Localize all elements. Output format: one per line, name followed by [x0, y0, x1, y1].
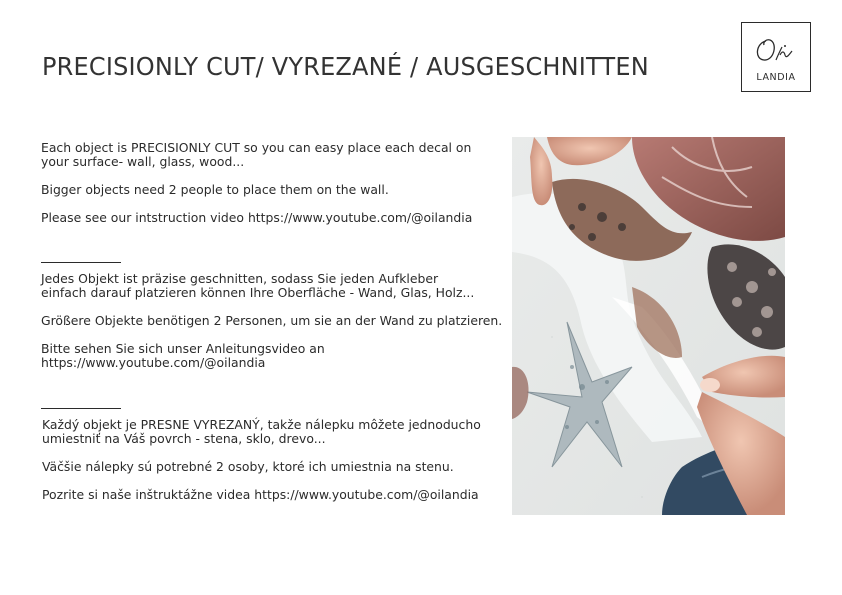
english-line-1: Each object is PRECISIONLY CUT so you can easy place each decal on	[41, 140, 472, 155]
oi-script-icon	[752, 33, 802, 69]
divider-1	[41, 262, 121, 263]
german-line-2: einfach darauf platzieren können Ihre Oberfläche - Wand, Glas, Holz...	[41, 285, 475, 300]
english-line-4: Please see our intstruction video https://www.youtube.com/@oilandia	[41, 210, 473, 225]
german-line-1: Jedes Objekt ist präzise geschnitten, sodass Sie jeden Aufkleber	[41, 271, 439, 286]
slovak-line-4: Pozrite si naše inštruktážne videa https://www.youtube.com/@oilandia	[42, 487, 479, 502]
divider-2	[41, 408, 121, 409]
brand-logo	[741, 22, 811, 92]
slovak-line-3: Väčšie nálepky sú potrebné 2 osoby, ktoré ich umiestnia na stenu.	[42, 459, 454, 474]
english-line-3: Bigger objects need 2 people to place them on the wall.	[41, 182, 389, 197]
german-line-3: Größere Objekte benötigen 2 Personen, um sie an der Wand zu platzieren.	[41, 313, 503, 328]
english-line-2: your surface- wall, glass, wood...	[41, 154, 245, 169]
german-line-4: Bitte sehen Sie sich unser Anleitungsvideo an	[41, 341, 325, 356]
decal-photo	[512, 137, 785, 515]
page-title: PRECISIONLY CUT/ VYREZANÉ / AUSGESCHNITTEN	[42, 52, 649, 81]
turtle-starfish-decal-photo-icon	[512, 137, 785, 515]
german-line-5: https://www.youtube.com/@oilandia	[41, 355, 266, 370]
logo-text: LANDIA	[756, 72, 796, 83]
slovak-line-2: umiestniť na Váš povrch - stena, sklo, drevo...	[42, 431, 326, 446]
slovak-line-1: Každý objekt je PRESNE VYREZANÝ, takže nálepku môžete jednoducho	[42, 417, 481, 432]
